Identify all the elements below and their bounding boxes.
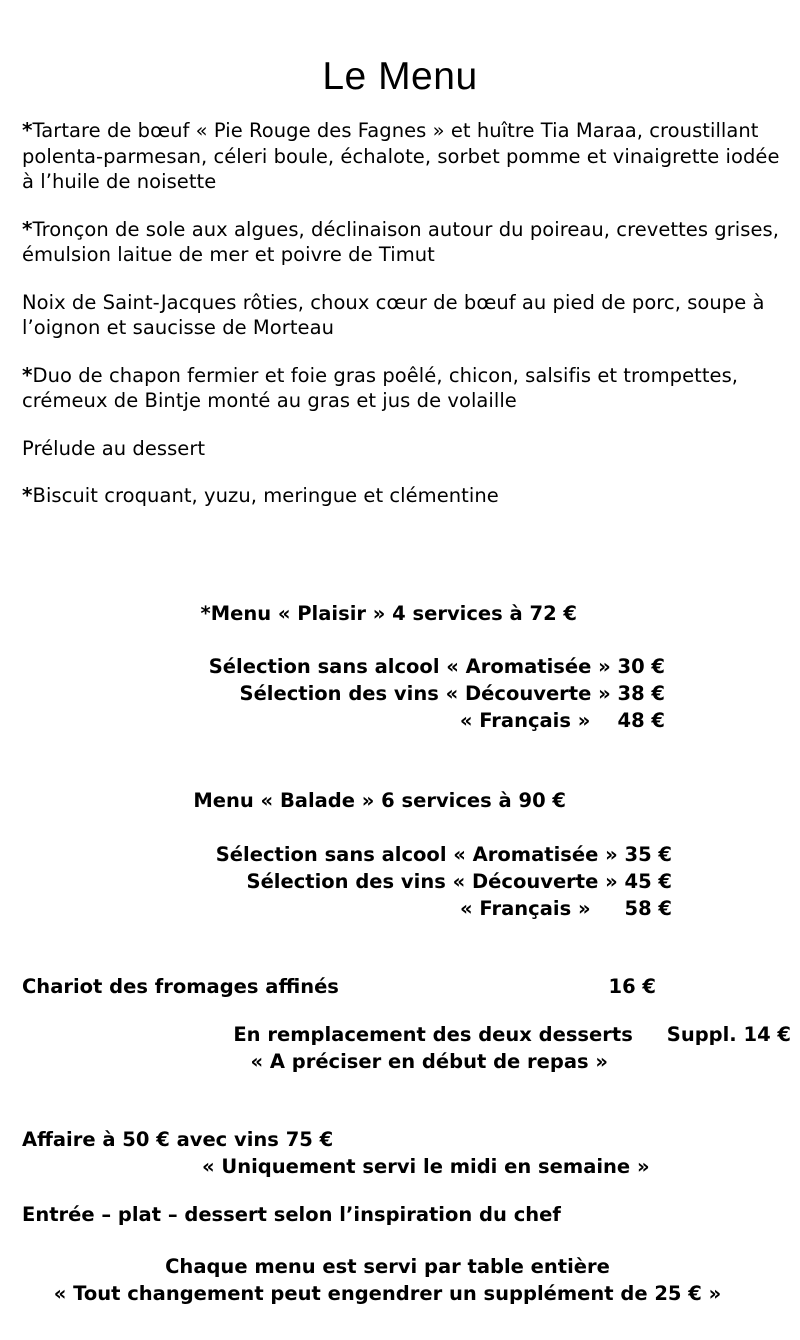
replacement-spacer	[633, 1023, 667, 1046]
cheese-trolley-row	[22, 973, 656, 1000]
course-asterisk: *	[22, 483, 33, 507]
drink-option: « Français » 58 €	[460, 897, 672, 920]
drink-option: Sélection des vins « Découverte » 38 €	[239, 682, 665, 705]
affaire-detail: Entrée – plat – dessert selon l’inspiration du chef	[22, 1203, 561, 1226]
drink-option: « Français » 48 €	[459, 709, 665, 732]
cheese-trolley-price: 16 €	[608, 975, 656, 998]
course-asterisk: *	[22, 216, 33, 241]
courses-list	[22, 118, 784, 509]
replacement-price: Suppl. 14 €	[666, 1023, 791, 1046]
footer-note-secondary: « Tout changement peut engendrer un supplément de 25 € »	[53, 1282, 722, 1305]
drink-option: Sélection sans alcool « Aromatisée » 35 €	[215, 843, 672, 866]
course-text: Tartare de bœuf « Pie Rouge des Fagnes » et huître Tia Maraa, croustillant polenta-parmesan, céleri boule, échalote, sorbet pomme et vinaigrette iodée à l’huile de noisette	[22, 119, 780, 193]
course-text: Tronçon de sole aux algues, déclinaison autour du poireau, crevettes grises, émulsion laitue de mer et poivre de Timut	[22, 217, 779, 266]
course-item	[22, 363, 784, 414]
dessert-replacement-note	[0, 1021, 791, 1075]
course-item	[22, 118, 784, 195]
course-text: Prélude au dessert	[22, 436, 206, 460]
course-item	[22, 290, 784, 341]
course-item	[22, 483, 784, 509]
course-asterisk: *	[22, 118, 33, 142]
footer-notes	[0, 1253, 775, 1307]
menu-balade-heading: Menu « Balade » 6 services à 90 €	[193, 789, 566, 812]
replacement-label: En remplacement des deux desserts	[233, 1023, 633, 1046]
menu-balade-drinks	[0, 841, 672, 922]
drink-option: Sélection des vins « Découverte » 45 €	[246, 870, 672, 893]
affaire-offer	[22, 1126, 778, 1180]
course-item	[22, 217, 784, 268]
course-text: Biscuit croquant, yuzu, meringue et clémentine	[32, 484, 499, 507]
course-text: Duo de chapon fermier et foie gras poêlé, chicon, salsifis et trompettes, crémeux de Bintje monté au gras et jus de volaille	[22, 363, 739, 412]
menu-plaisir-drinks	[0, 653, 665, 734]
replacement-condition: « A préciser en début de repas »	[250, 1050, 608, 1073]
cheese-trolley-label: Chariot des fromages affinés	[22, 975, 339, 998]
menu-plaisir-heading: *Menu « Plaisir » 4 services à 72 €	[200, 602, 577, 625]
course-asterisk: *	[22, 362, 33, 387]
course-item	[22, 436, 784, 462]
affaire-subtitle: « Uniquement servi le midi en semaine »	[202, 1155, 650, 1178]
page-title: Le Menu	[322, 55, 478, 99]
drink-option: Sélection sans alcool « Aromatisée » 30 €	[208, 655, 665, 678]
course-text: Noix de Saint-Jacques rôties, choux cœur de bœuf au pied de porc, soupe à l’oignon et saucisse de Morteau	[22, 290, 765, 339]
affaire-heading: Affaire à 50 € avec vins 75 €	[22, 1128, 334, 1151]
footer-note-primary: Chaque menu est servi par table entière	[165, 1255, 610, 1278]
